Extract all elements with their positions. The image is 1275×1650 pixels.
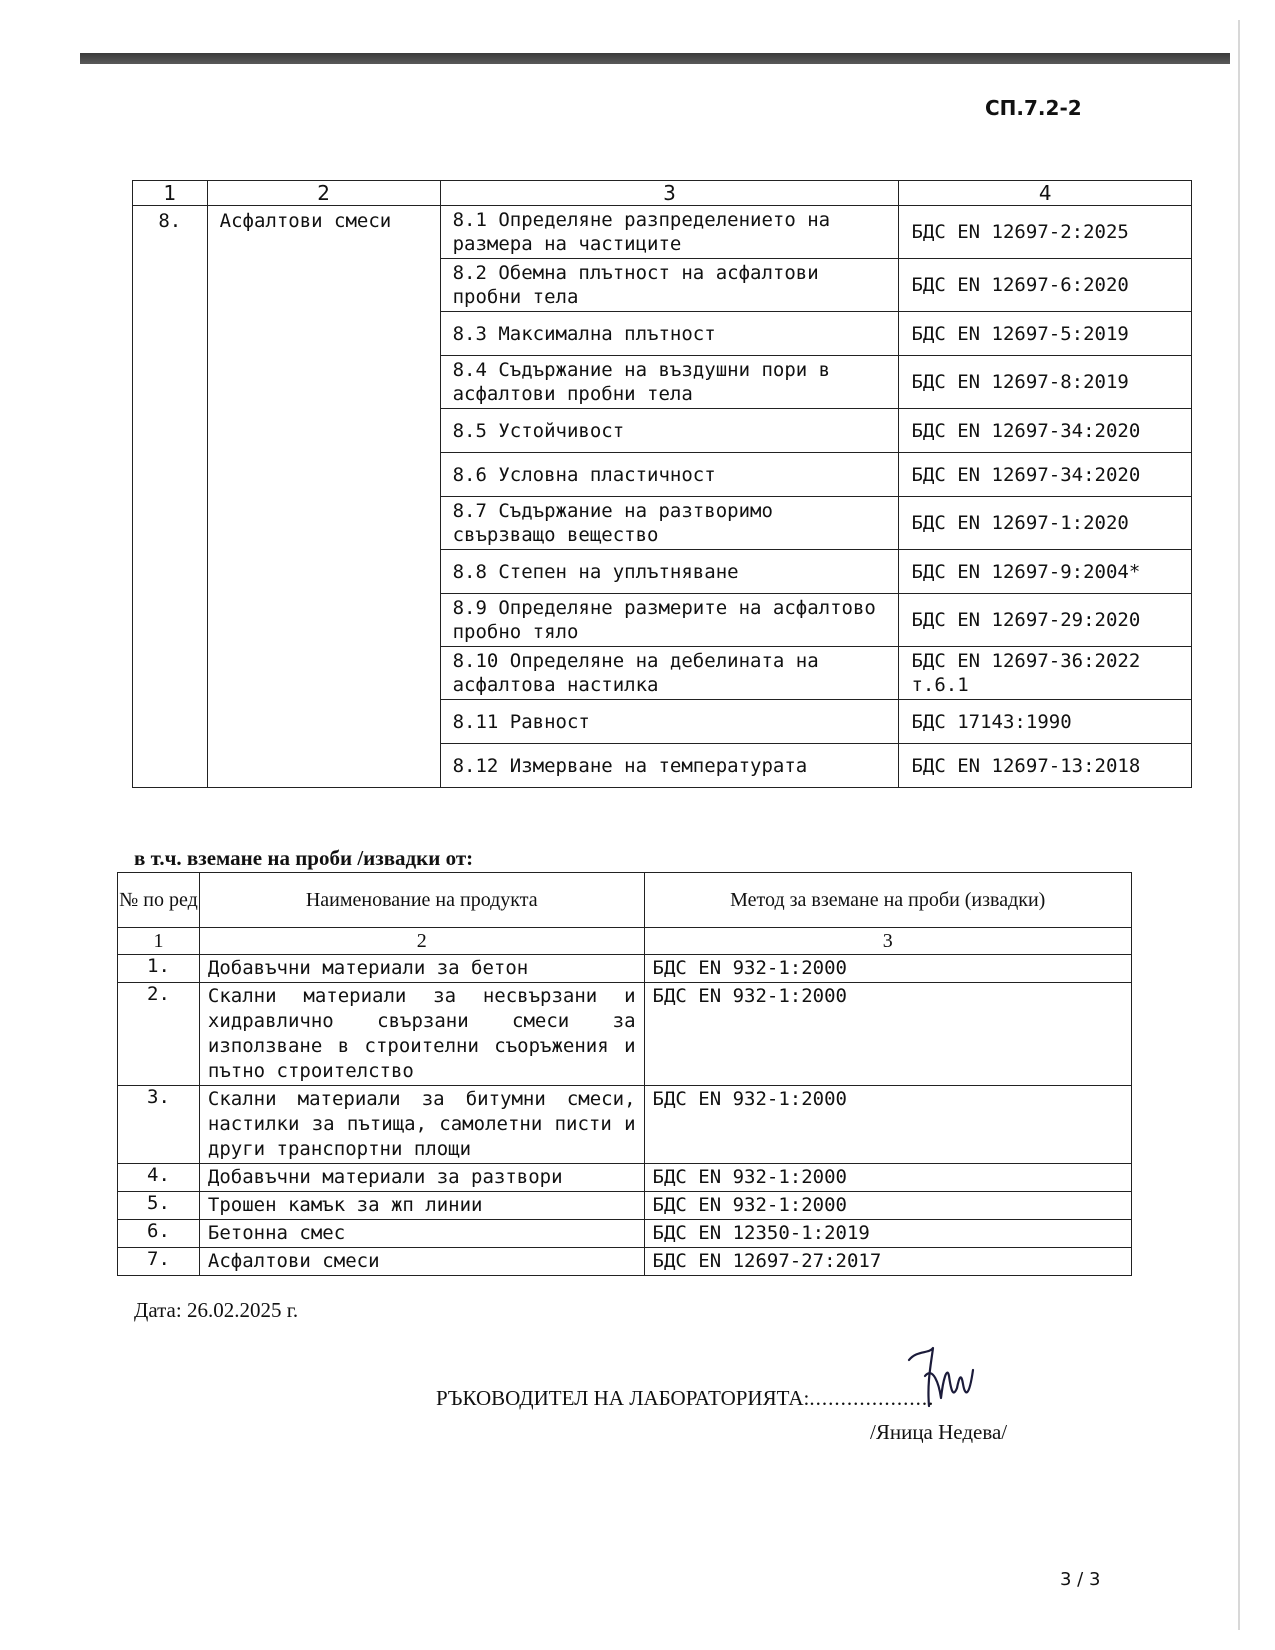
test-method: БДС 17143:1990 bbox=[899, 700, 1192, 744]
sampling-col-numbers bbox=[118, 928, 1132, 955]
row-number: 6. bbox=[118, 1220, 200, 1248]
product-name: Скални материали за несвързани и хидравлично свързани смеси за използване в строителни съоръжения и пътно строителство bbox=[199, 983, 644, 1086]
table-row bbox=[118, 1086, 1132, 1164]
sampling-method: БДС EN 932-1:2000 bbox=[644, 1192, 1131, 1220]
scan-edge-line bbox=[1238, 20, 1240, 1630]
test-method: БДС EN 12697-34:2020 bbox=[899, 409, 1192, 453]
sampling-method: БДС EN 932-1:2000 bbox=[644, 983, 1131, 1086]
table-row bbox=[118, 1220, 1132, 1248]
test-name: 8.7 Съдържание на разтворимо свързващо вещество bbox=[440, 497, 899, 550]
top-scan-bar bbox=[80, 53, 1230, 64]
signature-dots: .................... bbox=[809, 1386, 935, 1410]
table-row bbox=[118, 1248, 1132, 1276]
col-header-2: 2 bbox=[207, 181, 440, 206]
product-name: Асфалтови смеси bbox=[199, 1248, 644, 1276]
col-header-3: 3 bbox=[440, 181, 899, 206]
row-number: 5. bbox=[118, 1192, 200, 1220]
product-name: Скални материали за битумни смеси, настилки за пътища, самолетни писти и други транспортни площи bbox=[199, 1086, 644, 1164]
test-name: 8.10 Определяне на дебелината на асфалтова настилка bbox=[440, 647, 899, 700]
col-header-4: 4 bbox=[899, 181, 1192, 206]
test-name: 8.2 Обемна плътност на асфалтови пробни тела bbox=[440, 259, 899, 312]
tests-table-header bbox=[133, 181, 1192, 206]
col-number-2: 2 bbox=[199, 928, 644, 955]
sampling-method: БДС EN 932-1:2000 bbox=[644, 1086, 1131, 1164]
test-name: 8.12 Измерване на температурата bbox=[440, 744, 899, 788]
col-number-1: 1 bbox=[118, 928, 200, 955]
test-name: 8.11 Равност bbox=[440, 700, 899, 744]
test-name: 8.6 Условна пластичност bbox=[440, 453, 899, 497]
test-method: БДС EN 12697-5:2019 bbox=[899, 312, 1192, 356]
page-number: 3 / 3 bbox=[1060, 1569, 1101, 1590]
material-name: Асфалтови смеси bbox=[207, 206, 440, 788]
product-name: Бетонна смес bbox=[199, 1220, 644, 1248]
sampling-table-header bbox=[118, 873, 1132, 928]
table-row bbox=[118, 1192, 1132, 1220]
test-method: БДС EN 12697-13:2018 bbox=[899, 744, 1192, 788]
table-row bbox=[118, 955, 1132, 983]
test-name: 8.5 Устойчивост bbox=[440, 409, 899, 453]
tests-table bbox=[132, 180, 1192, 788]
document-reference: СП.7.2-2 bbox=[985, 96, 1082, 120]
product-name: Добавъчни материали за бетон bbox=[199, 955, 644, 983]
test-method: БДС EN 12697-36:2022 т.6.1 bbox=[899, 647, 1192, 700]
sampling-title: в т.ч. вземане на проби /извадки от: bbox=[134, 846, 474, 870]
table-row bbox=[133, 206, 1192, 259]
test-method: БДС EN 12697-8:2019 bbox=[899, 356, 1192, 409]
test-name: 8.1 Определяне разпределението на размера на частиците bbox=[440, 206, 899, 259]
product-name: Трошен камък за жп линии bbox=[199, 1192, 644, 1220]
document-date: Дата: 26.02.2025 г. bbox=[134, 1298, 299, 1322]
sampling-method: БДС EN 12697-27:2017 bbox=[644, 1248, 1131, 1276]
test-method: БДС EN 12697-1:2020 bbox=[899, 497, 1192, 550]
header-method: Метод за вземане на проби (извадки) bbox=[644, 873, 1131, 928]
signatory-name: /Яница Недева/ bbox=[870, 1420, 1008, 1444]
row-number: 4. bbox=[118, 1164, 200, 1192]
signature-label: РЪКОВОДИТЕЛ НА ЛАБОРАТОРИЯТА: bbox=[436, 1386, 810, 1410]
product-name: Добавъчни материали за разтвори bbox=[199, 1164, 644, 1192]
test-method: БДС EN 12697-29:2020 bbox=[899, 594, 1192, 647]
col-number-3: 3 bbox=[644, 928, 1131, 955]
row-number: 3. bbox=[118, 1086, 200, 1164]
test-name: 8.4 Съдържание на въздушни пори в асфалтови пробни тела bbox=[440, 356, 899, 409]
signature-line bbox=[436, 1386, 934, 1411]
test-method: БДС EN 12697-34:2020 bbox=[899, 453, 1192, 497]
row-number: 7. bbox=[118, 1248, 200, 1276]
row-number: 2. bbox=[118, 983, 200, 1086]
test-name: 8.3 Максимална плътност bbox=[440, 312, 899, 356]
header-product: Наименование на продукта bbox=[199, 873, 644, 928]
sampling-method: БДС EN 12350-1:2019 bbox=[644, 1220, 1131, 1248]
row-number: 8. bbox=[133, 206, 208, 788]
table-row bbox=[118, 1164, 1132, 1192]
test-method: БДС EN 12697-6:2020 bbox=[899, 259, 1192, 312]
sampling-method: БДС EN 932-1:2000 bbox=[644, 1164, 1131, 1192]
sampling-table bbox=[117, 872, 1132, 1276]
test-method: БДС EN 12697-9:2004* bbox=[899, 550, 1192, 594]
col-header-1: 1 bbox=[133, 181, 208, 206]
test-name: 8.9 Определяне размерите на асфалтово пробно тяло bbox=[440, 594, 899, 647]
sampling-method: БДС EN 932-1:2000 bbox=[644, 955, 1131, 983]
header-row-number: № по ред bbox=[118, 873, 200, 928]
row-number: 1. bbox=[118, 955, 200, 983]
test-name: 8.8 Степен на уплътняване bbox=[440, 550, 899, 594]
handwritten-signature-icon bbox=[903, 1336, 983, 1416]
test-method: БДС EN 12697-2:2025 bbox=[899, 206, 1192, 259]
table-row bbox=[118, 983, 1132, 1086]
